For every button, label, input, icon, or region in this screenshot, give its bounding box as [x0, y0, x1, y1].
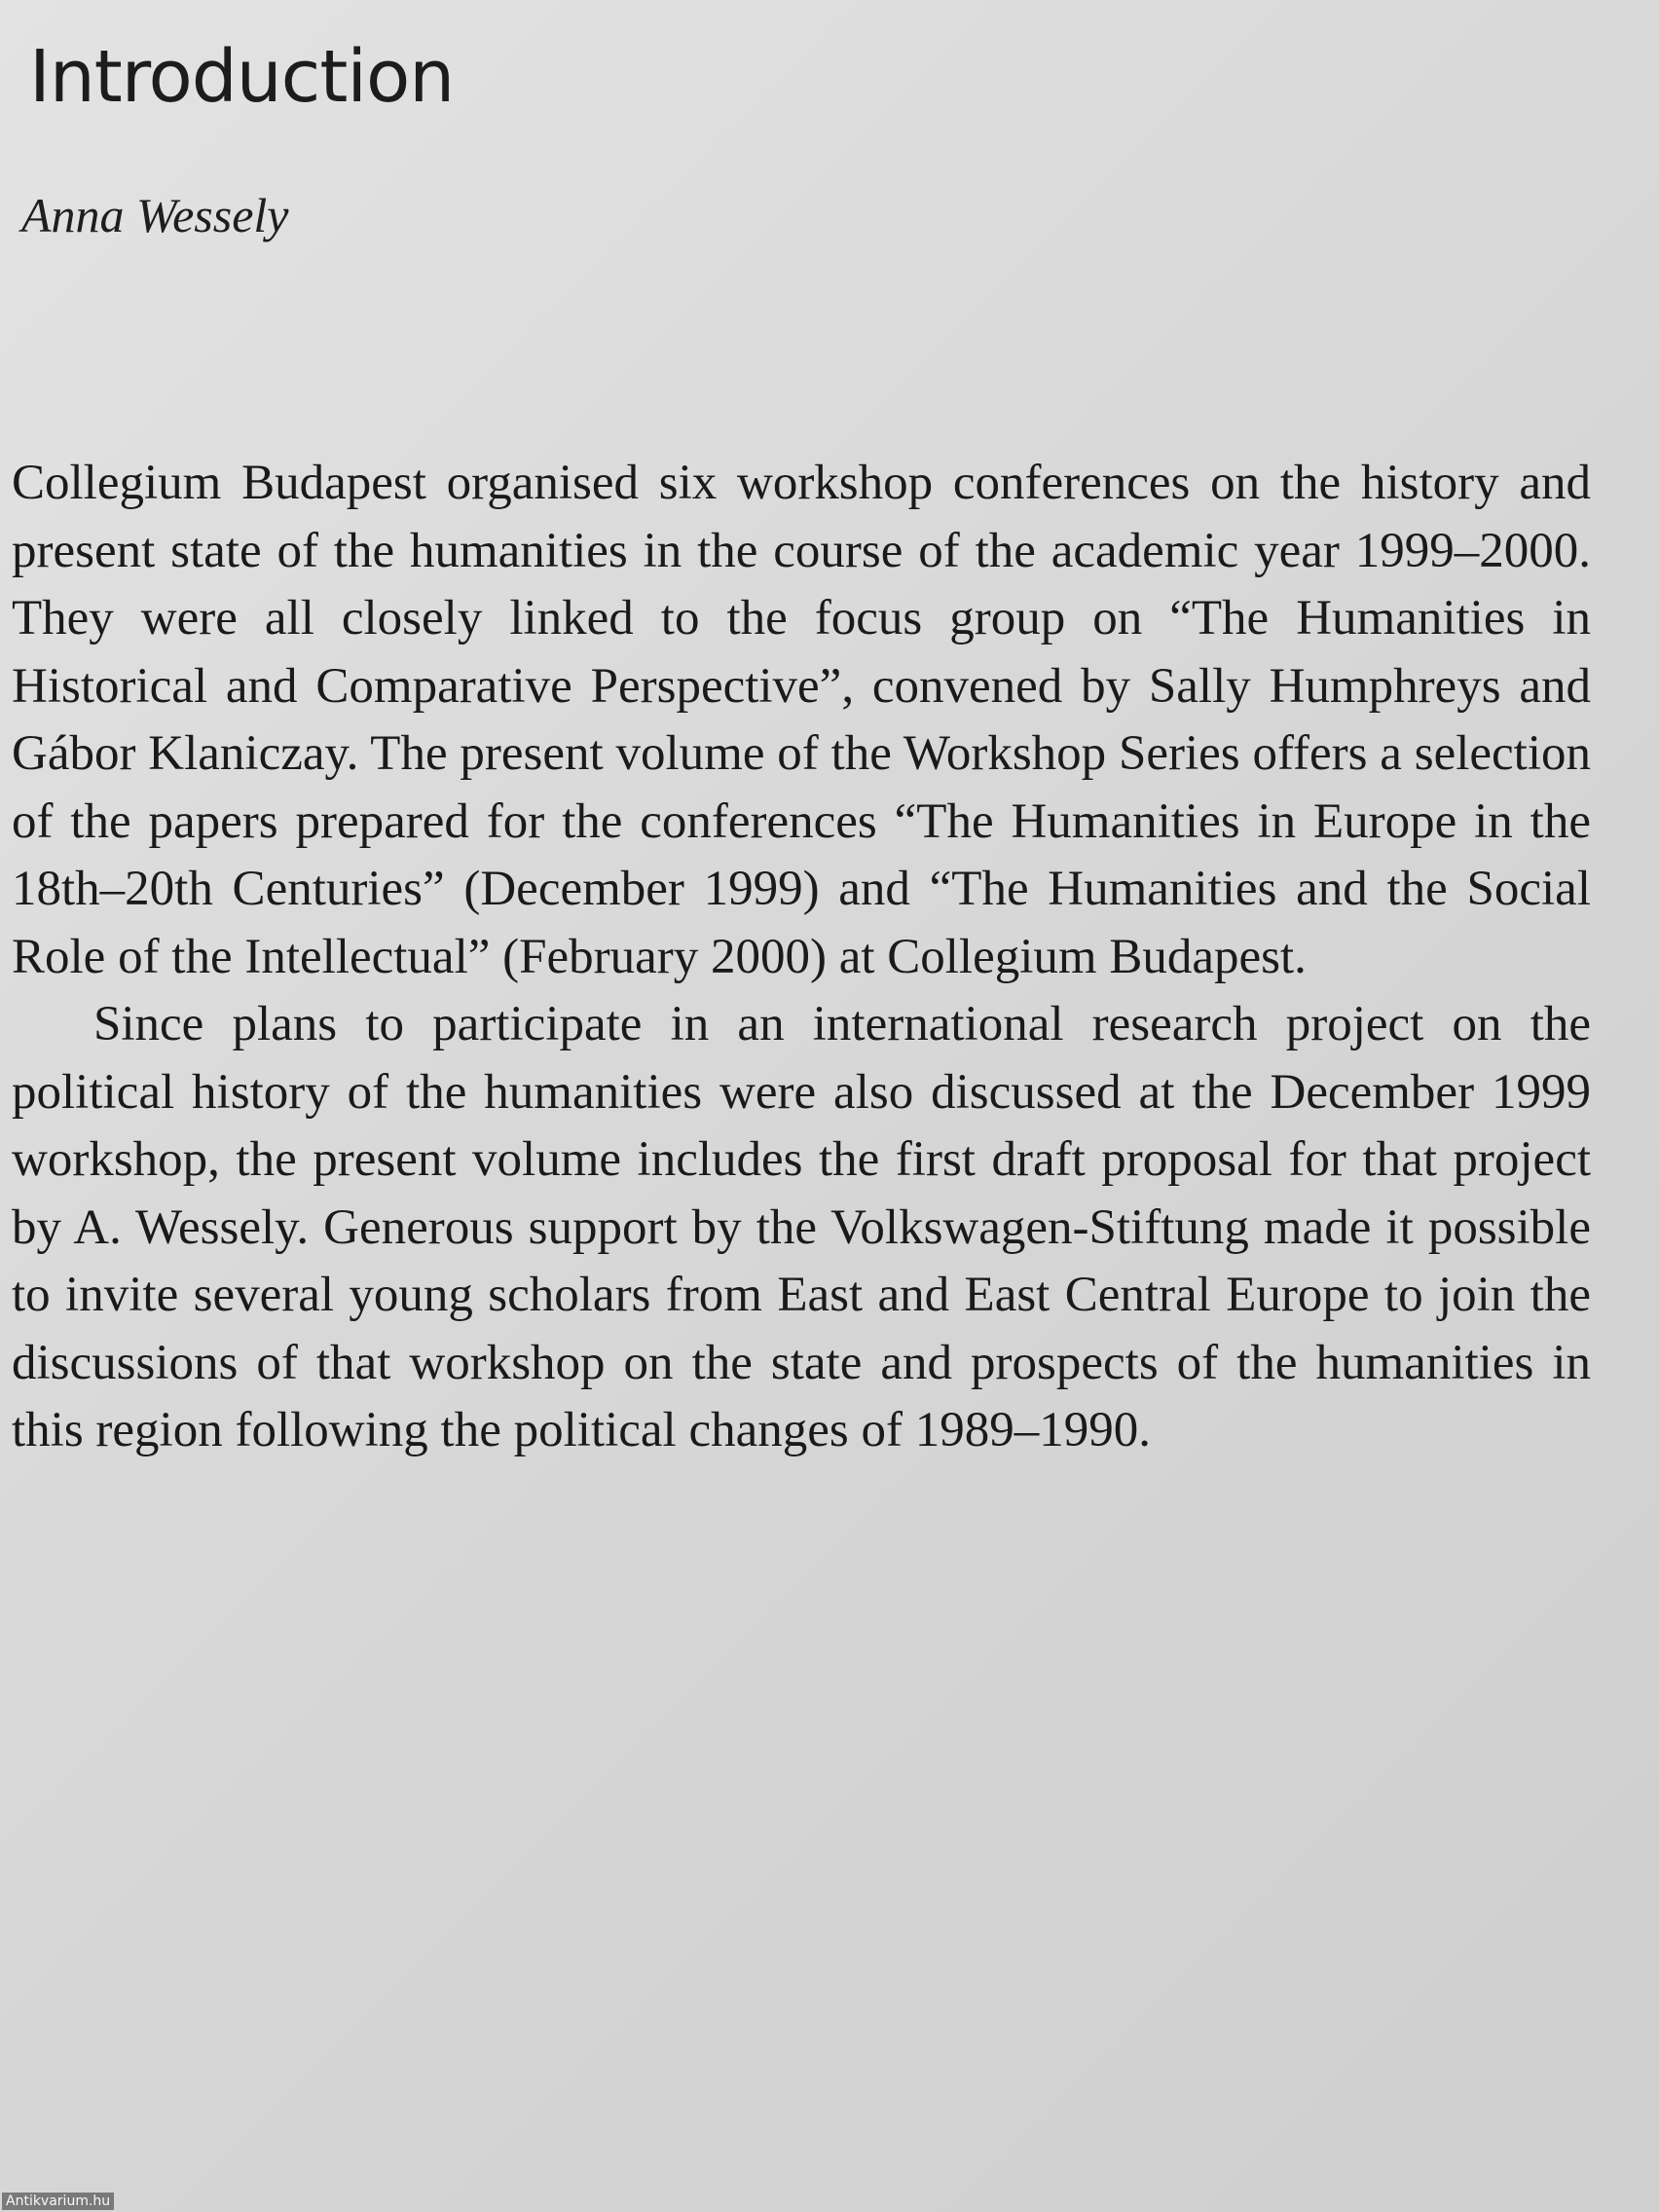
body-text [12, 450, 1591, 1465]
paragraph-2: Since plans to participate in an international research project on the political history of the humanities were also discussed at the December 1999 workshop, the present volume includes the first draft proposal for that project by A. Wessely. Generous support by the Volkswagen-Stiftung made it possible to invite several young scholars from East and East Central Europe to join the discussions of that workshop on the state and prospects of the humanities in this region following the political changes of 1989–1990. [12, 997, 1591, 1457]
page-title: Introduction [29, 35, 455, 119]
paragraph-1: Collegium Budapest organised six workshop conferences on the history and present state of the humanities in the course of the academic year 1999–2000. They were all closely linked to the focus group on “The Humanities in Historical and Comparative Perspective”, convened by Sally Humphreys and Gábor Klaniczay. The present volume of the Workshop Series offers a selection of the papers prepared for the conferences “The Humanities in Europe in the 18th–20th Centuries” (December 1999) and “The Humanities and the Social Role of the Intellectual” (February 2000) at Collegium Budapest. [12, 456, 1591, 984]
watermark: Antikvarium.hu [2, 2193, 114, 2210]
author-name: Anna Wessely [21, 188, 289, 242]
